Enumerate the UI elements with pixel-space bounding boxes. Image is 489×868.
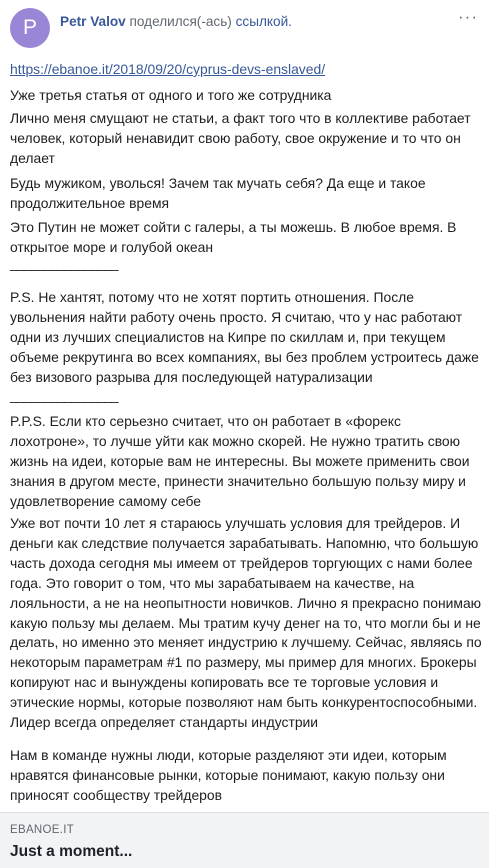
- post-paragraph: Уже третья статья от одного и того же сотрудника: [10, 87, 332, 103]
- author-name-link[interactable]: Petr Valov: [60, 14, 126, 29]
- post-paragraph: Нам в команде нужны люди, которые разделяют эти идеи, которым нравятся финансовые рынки, которые понимают, какую пользу они приносят сообществу трейдеров: [10, 747, 447, 803]
- post-divider: ________________: [10, 255, 118, 271]
- share-action-text: поделился(-ась): [129, 14, 232, 29]
- shared-link-word[interactable]: ссылкой.: [235, 14, 292, 29]
- shared-url-link[interactable]: https://ebanoe.it/2018/09/20/cyprus-devs-enslaved/: [10, 61, 326, 77]
- link-preview-card[interactable]: [0, 812, 489, 868]
- author-avatar[interactable]: P: [10, 8, 50, 48]
- ellipsis-icon[interactable]: ···: [458, 7, 478, 26]
- post-paragraph: Лично меня смущают не статьи, а факт того что в коллективе работает человек, который ненавидит свою работу, свое окружение и то что он делает: [10, 110, 471, 166]
- post-paragraph: Это Путин не может сойти с галеры, а ты можешь. В любое время. В открытое море и голубой океан: [10, 219, 457, 255]
- post-headline: [60, 13, 292, 31]
- post-paragraph: Уже вот почти 10 лет я стараюсь улучшать условия для трейдеров. И деньги как следствие получается зарабатывать. Напомню, что большую часть дохода сегодня мы имеем от трейдеров торгующих с нами более года. Это говорит о том, что мы зарабатываем на качестве, на лояльности, а не на неопытности новичков. Лично я прекрасно понимаю какую пользу мы делаем. Мы тратим кучу денег на то, что могли бы и не делать, но именно это меняет индустрию к лучшему. Сейчас, являясь по некоторым параметрам #1 по размеру, мы пример для многих. Брокеры копируют нас и вынуждены копировать все те торговые условия и этические нормы, которые позволяют нам быть конкурентоспособными. Лидер всегда определяет стандарты индустрии: [10, 515, 482, 731]
- post-paragraph: P.P.S. Если кто серьезно считает, что он работает в «форекс лохотроне», то лучше уйти как можно скорей. Не нужно тратить свою жизнь на идеи, которые вам не интересны. Вы можете применить свои знания в другом месте, принести значительно большую пользу миру и удовлетворение самому себе: [10, 413, 470, 509]
- post-divider: ________________: [10, 387, 118, 403]
- post-paragraph: Будь мужиком, уволься! Зачем так мучать себя? Да еще и такое продолжительное время: [10, 175, 426, 211]
- preview-title[interactable]: Just a moment...: [10, 843, 133, 860]
- post-header: [0, 0, 489, 56]
- preview-domain: EBANOE.IT: [10, 824, 75, 836]
- post-paragraph: P.S. Не хантят, потому что не хотят портить отношения. После увольнения найти работу очень просто. Я считаю, что у нас работают одни из лучших специалистов на Кипре по скиллам и, при текущем объеме рекрутинга во всех компаниях, вы без проблем устроитесь даже без визового разрыва для последующей натурализации: [10, 289, 479, 385]
